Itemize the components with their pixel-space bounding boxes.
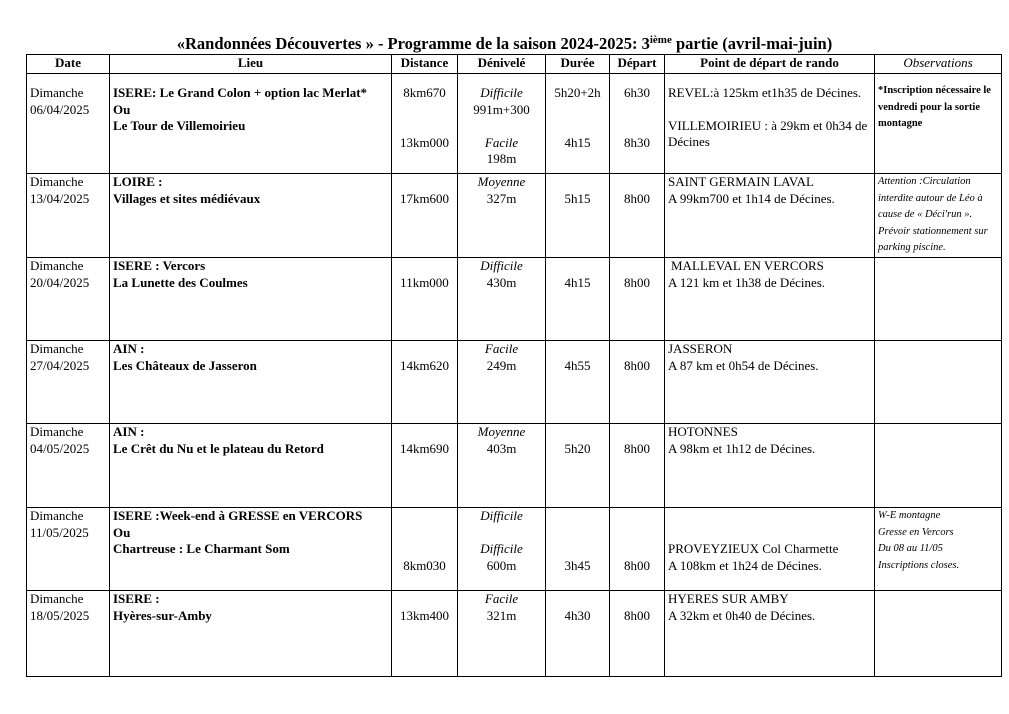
observation-text: Du 08 au 11/05 [878,543,943,554]
cell-distance [392,591,458,677]
cell-observations [875,341,1002,424]
denivele-value: 198m [486,151,517,166]
cell-observations [875,258,1002,341]
difficulty-label: Difficile [480,508,523,523]
duree-value: 4h15 [564,134,591,150]
cell-date [27,174,110,258]
header-lieu: Lieu [110,55,392,74]
point-line: REVEL:à 125km et1h35 de Décines. [668,85,862,100]
duree-value: 5h20 [564,440,591,456]
difficulty-label: Facile [484,134,519,150]
lieu-line: Ou [113,524,131,540]
cell-distance [392,258,458,341]
depart-value: 8h00 [624,274,650,290]
lieu-line: Hyères-sur-Amby [113,607,212,623]
difficulty-label: Moyenne [477,424,526,439]
lieu-line: LOIRE : [113,174,163,189]
cell-distance [392,424,458,508]
difficulty-label: Difficile [480,85,523,100]
point-line: VILLEMOIRIEU : à 29km et 0h34 de Décines [668,117,868,149]
cell-point-depart [665,424,875,508]
duree-value: 5h20+2h [554,85,601,100]
depart-value: 8h30 [624,134,650,150]
point-line: HOTONNES [668,424,738,439]
header-point-depart: Point de départ de rando [665,55,875,74]
point-line: A 121 km et 1h38 de Décines. [668,274,826,290]
point-line: A 32km et 0h40 de Décines. [668,607,816,623]
lieu-line: Les Châteaux de Jasseron [113,357,257,373]
program-table [26,54,1002,677]
duree-value: 5h15 [564,190,591,206]
header-distance: Distance [392,55,458,74]
table-row [27,258,1002,341]
cell-duree [546,424,610,508]
observation-text: W-E montagne [878,510,941,521]
depart-value: 8h00 [624,607,650,623]
cell-distance [392,74,458,174]
observation-text: Gresse en Vercors [878,526,954,538]
date-day: Dimanche [30,174,84,189]
difficulty-label: Difficile [480,258,523,273]
denivele-value: 430m [486,274,517,290]
date-day: Dimanche [30,85,84,100]
header-date: Date [27,55,110,74]
cell-distance [392,174,458,258]
cell-point-depart [665,174,875,258]
cell-distance [392,508,458,591]
cell-depart [610,591,665,677]
date-value: 06/04/2025 [30,101,90,117]
cell-depart [610,258,665,341]
date-day: Dimanche [30,508,84,523]
lieu-line: Villages et sites médiévaux [113,190,261,206]
header-duree: Durée [546,55,610,74]
cell-denivele [458,424,546,508]
cell-depart [610,174,665,258]
table-row [27,74,1002,174]
lieu-line: Chartreuse : Le Charmant Som [113,541,290,556]
cell-denivele [458,258,546,341]
cell-observations [875,508,1002,591]
table-row [27,174,1002,258]
difficulty-label: Facile [484,591,519,606]
distance-value: 8km030 [403,557,446,573]
cell-point-depart [665,341,875,424]
cell-point-depart [665,508,875,591]
point-line: A 99km700 et 1h14 de Décines. [668,190,835,206]
duree-value: 3h45 [564,557,591,573]
table-row [27,341,1002,424]
difficulty-label: Moyenne [477,174,526,189]
date-value: 04/05/2025 [30,440,90,456]
denivele-value: 600m [486,557,517,573]
point-line: A 87 km et 0h54 de Décines. [668,357,819,373]
lieu-line: ISERE: Le Grand Colon + option lac Merlat* [113,85,368,100]
cell-lieu [110,258,392,341]
denivele-value: 327m [486,190,517,206]
cell-observations [875,74,1002,174]
cell-date [27,508,110,591]
cell-duree [546,74,610,174]
cell-denivele [458,508,546,591]
cell-denivele [458,174,546,258]
cell-date [27,591,110,677]
lieu-line: Le Crêt du Nu et le plateau du Retord [113,440,324,456]
date-value: 27/04/2025 [30,357,90,373]
distance-value: 14km690 [399,440,450,456]
point-line: SAINT GERMAIN LAVAL [668,174,814,189]
cell-date [27,74,110,174]
distance-value: 17km600 [399,190,450,206]
cell-point-depart [665,258,875,341]
cell-point-depart [665,591,875,677]
cell-depart [610,341,665,424]
point-line: JASSERON [668,341,733,356]
denivele-value: 403m [486,440,517,456]
date-day: Dimanche [30,424,84,439]
title-main: «Randonnées Découvertes » - Programme de la saison 2024-2025: 3 [176,34,650,53]
distance-value: 13km000 [399,134,450,150]
point-line: MALLEVAL EN VERCORS [671,258,824,273]
duree-value: 4h55 [564,357,591,373]
cell-lieu [110,508,392,591]
observation-text: Inscriptions closes. [878,559,960,571]
cell-lieu [110,424,392,508]
depart-value: 8h00 [624,557,650,573]
observation-text: *Inscription nécessaire le vendredi pour la sortie montagne [878,85,991,129]
cell-duree [546,508,610,591]
header-observations: Observations [875,55,1002,74]
depart-value: 6h30 [624,85,650,100]
table-row [27,591,1002,677]
depart-value: 8h00 [624,190,650,206]
date-value: 13/04/2025 [30,190,90,206]
distance-value: 14km620 [399,357,450,373]
cell-duree [546,341,610,424]
cell-duree [546,591,610,677]
title-superscript: ième [649,34,672,46]
title-rest: partie (avril-mai-juin) [671,34,833,53]
date-value: 18/05/2025 [30,607,90,623]
cell-duree [546,174,610,258]
table-row [27,508,1002,591]
cell-depart [610,424,665,508]
denivele-value: 991m+300 [473,101,530,117]
observation-text: Attention :Circulation interdite autour de Léo à cause de « Déci'run ». Prévoir stationnement sur parking piscine. [878,176,988,253]
date-day: Dimanche [30,341,84,356]
difficulty-label: Facile [484,341,519,356]
difficulty-label: Difficile [480,541,523,556]
point-line: A 108km et 1h24 de Décines. [668,557,822,573]
lieu-line: AIN : [113,341,145,356]
cell-point-depart [665,74,875,174]
point-line: A 98km et 1h12 de Décines. [668,440,816,456]
cell-observations [875,174,1002,258]
cell-date [27,341,110,424]
lieu-line: AIN : [113,424,145,439]
duree-value: 4h15 [564,274,591,290]
lieu-line: ISERE : [113,591,160,606]
date-day: Dimanche [30,258,84,273]
cell-denivele [458,74,546,174]
date-day: Dimanche [30,591,84,606]
document-title [0,34,1009,54]
table-row [27,424,1002,508]
cell-depart [610,508,665,591]
cell-lieu [110,174,392,258]
date-value: 20/04/2025 [30,274,90,290]
duree-value: 4h30 [564,607,591,623]
lieu-line: Ou [113,101,131,117]
cell-lieu [110,74,392,174]
table-header-row [27,55,1002,74]
cell-distance [392,341,458,424]
lieu-line: La Lunette des Coulmes [113,274,248,290]
point-line: HYERES SUR AMBY [668,591,789,606]
cell-observations [875,591,1002,677]
cell-observations [875,424,1002,508]
lieu-line: Le Tour de Villemoirieu [113,118,246,133]
header-depart: Départ [610,55,665,74]
cell-lieu [110,341,392,424]
cell-denivele [458,341,546,424]
depart-value: 8h00 [624,440,650,456]
cell-date [27,424,110,508]
cell-lieu [110,591,392,677]
denivele-value: 249m [486,357,517,373]
cell-depart [610,74,665,174]
date-value: 11/05/2025 [30,524,89,540]
cell-duree [546,258,610,341]
lieu-line: ISERE :Week-end à GRESSE en VERCORS [113,508,363,523]
denivele-value: 321m [486,607,517,623]
header-denivele: Dénivelé [458,55,546,74]
distance-value: 11km000 [400,274,449,290]
cell-date [27,258,110,341]
point-line: PROVEYZIEUX Col Charmette [668,541,839,556]
cell-denivele [458,591,546,677]
lieu-line: ISERE : Vercors [113,258,206,273]
depart-value: 8h00 [624,357,650,373]
distance-value: 8km670 [403,85,446,100]
distance-value: 13km400 [399,607,450,623]
